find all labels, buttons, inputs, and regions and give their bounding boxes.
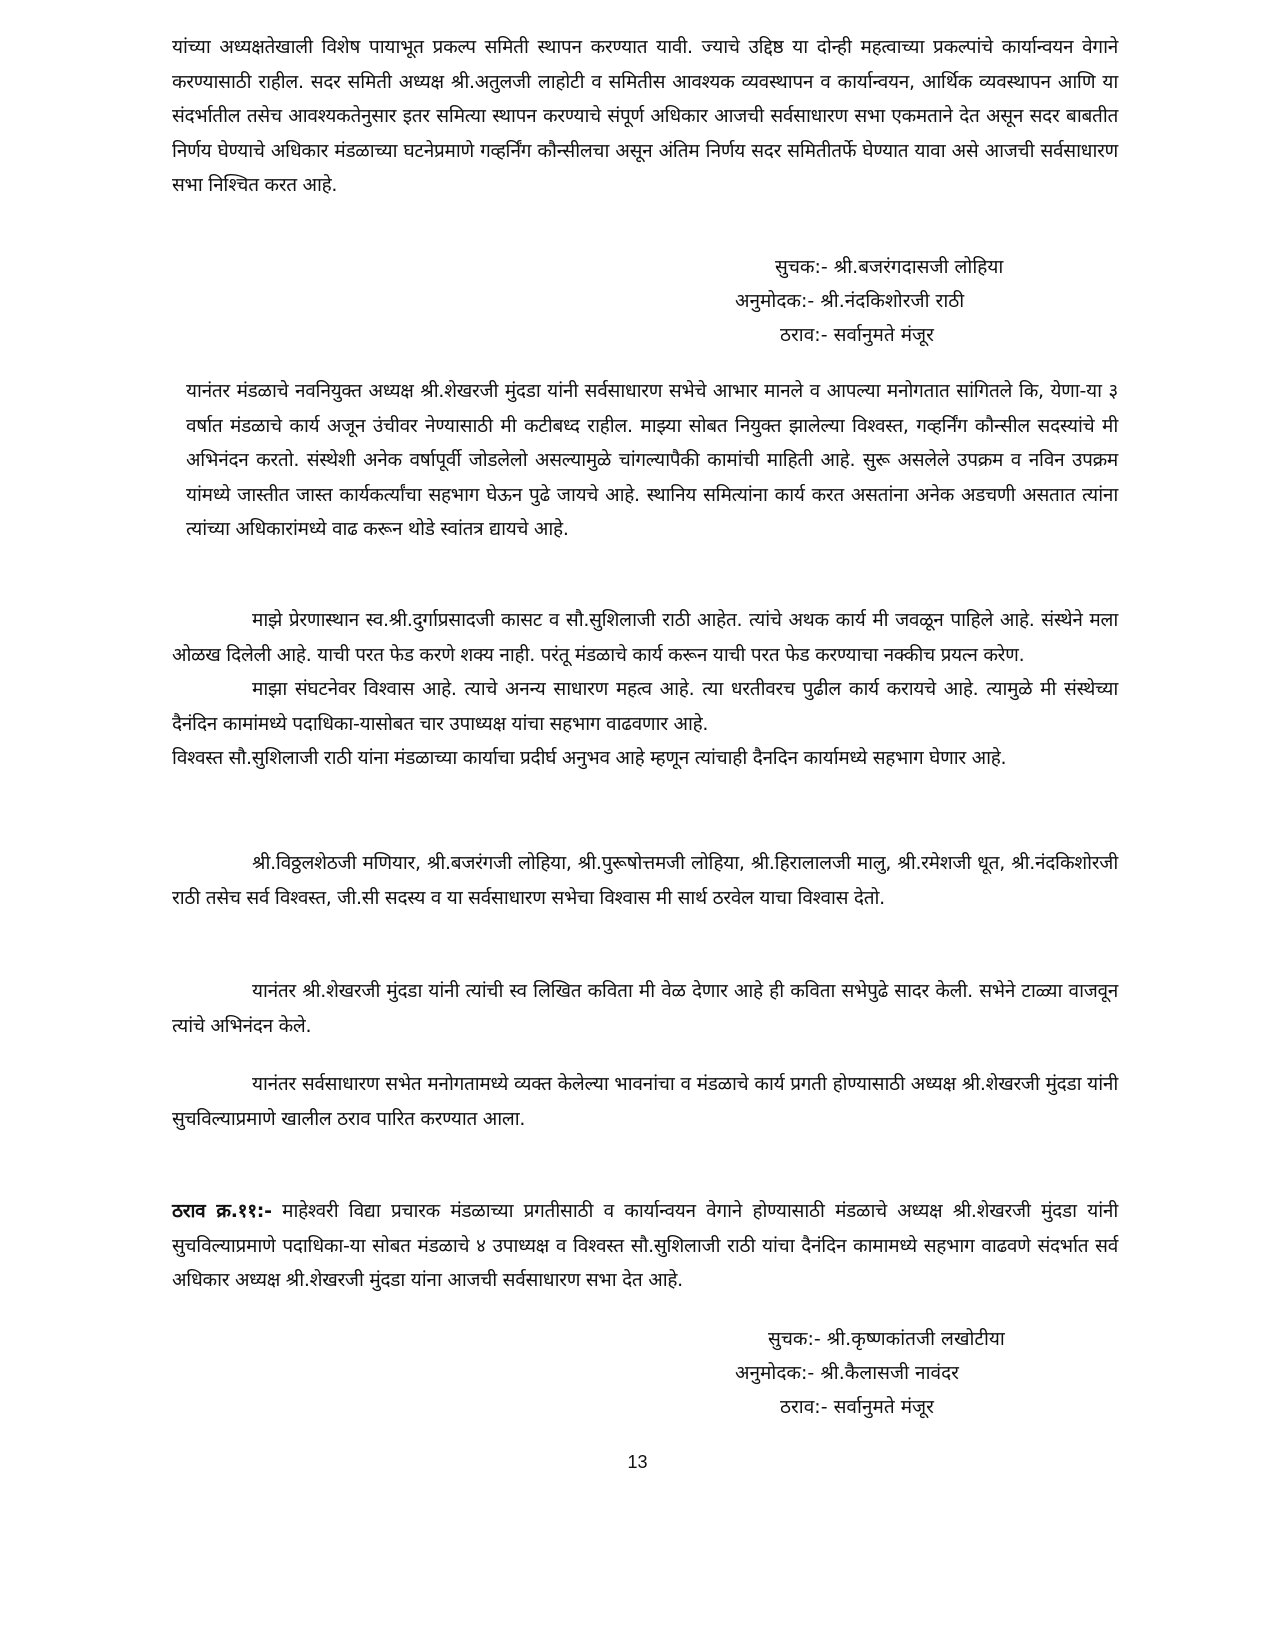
resolution-label: ठराव क्र.११:-: [172, 1200, 272, 1222]
paragraph-text: यानंतर सर्वसाधारण सभेत मनोगतामध्ये व्यक्त केलेल्या भावनांचा व मंडळाचे कार्य प्रगती होण्यासाठी अध्यक्ष श्री.शेखरजी मुंदडा यांनी सुचविल्याप्रमाणे खालील ठराव पारित करण्यात आला.: [172, 1073, 1118, 1130]
paragraph-text: यानंतर श्री.शेखरजी मुंदडा यांनी त्यांची स्व लिखित कविता मी वेळ देणार आहे ही कविता सभेपुढे सादर केली. सभेने टाळ्या वाजवून त्यांचे अभिनंदन केले.: [172, 980, 1118, 1037]
resolution-status: ठराव:- सर्वानुमते मंजूर: [780, 324, 934, 346]
paragraph-text: यांच्या अध्यक्षतेखाली विशेष पायाभूत प्रकल्प समिती स्थापन करण्यात यावी. ज्याचे उद्दिष्ठ या दोन्ही महत्वाच्या प्रकल्पांचे कार्यान्वयन वेगाने करण्यासाठी राहील. सदर समिती अध्यक्ष श्री.अतुलजी लाहोटी व समितीस आवश्यक व्यवस्थापन व कार्यान्वयन, आर्थिक व्यवस्थापन आणि या संदर्भातील तसेच आवश्यकतेनुसार इतर समित्या स्थापन करण्याचे संपूर्ण अधिकार आजची सर्वसाधारण सभा एकमताने देत असून सदर बाबतीत निर्णय घेण्याचे अधिकार मंडळाच्या घटनेप्रमाणे गव्हर्निंग कौन्सीलचा असून अंतिम निर्णय सदर समितीतर्फे घेण्यात यावा असे आजची सर्वसाधारण सभा निश्चित करत आहे.: [172, 36, 1118, 196]
paragraph-inspiration: [172, 603, 1118, 776]
proposer: सुचक:- श्री.बजरंगदासजी लोहिया: [775, 256, 1004, 278]
signature-block-1: [735, 250, 1003, 352]
paragraph-committee: [172, 30, 1118, 203]
paragraph-text: यानंतर मंडळाचे नवनियुक्त अध्यक्ष श्री.शेखरजी मुंदडा यांनी सर्वसाधारण सभेचे आभार मानले व आपल्या मनोगतात सांगितले कि, येणा-या ३ वर्षात मंडळाचे कार्य अजून उंचीवर नेण्यासाठी मी कटीबध्द राहील. माझ्या सोबत नियुक्त झालेल्या विश्वस्त, गव्हर्निंग कौन्सील सदस्यांचे मी अभिनंदन करतो. संस्थेशी अनेक वर्षापूर्वी जोडलेलो असल्यामुळे चांगल्यापैकी कामांची माहिती आहे. सुरू असलेले उपक्रम व नविन उपक्रम यांमध्ये जास्तीत जास्त कार्यकर्त्यांचा सहभाग घेऊन पुढे जायचे आहे. स्थानिय समित्यांना कार्य करत असतांना अनेक अडचणी असतात त्यांना त्यांच्या अधिकारांमध्ये वाढ करून थोडे स्वांतत्र द्यायचे आहे.: [186, 380, 1118, 540]
paragraph-president-speech: [186, 374, 1118, 547]
paragraph-resolution-11: [172, 1194, 1118, 1298]
paragraph-poem: [172, 974, 1118, 1043]
paragraph-text: माझे प्रेरणास्थान स्व.श्री.दुर्गाप्रसादजी कासट व सौ.सुशिलाजी राठी आहेत. त्यांचे अथक कार्य मी जवळून पाहिले आहे. संस्थेने मला ओळख दिलेली आहे. याची परत फेड करणे शक्य नाही. परंतू मंडळाचे कार्य करून याची परत फेड करण्याचा नक्कीच प्रयत्न करेण.: [172, 609, 1118, 666]
paragraph-text: श्री.विठ्ठलशेठजी मणियार, श्री.बजरंगजी लोहिया, श्री.पुरूषोत्तमजी लोहिया, श्री.हिरालालजी मालु, श्री.रमेशजी धूत, श्री.नंदकिशोरजी राठी तसेच सर्व विश्वस्त, जी.सी सदस्य व या सर्वसाधारण सभेचा विश्वास मी सार्थ ठरवेल याचा विश्वास देतो.: [172, 852, 1118, 909]
resolution-status: ठराव:- सर्वानुमते मंजूर: [780, 1396, 934, 1418]
page-number: 13: [627, 1452, 648, 1472]
paragraph-gratitude: [172, 846, 1118, 915]
proposer: सुचक:- श्री.कृष्णकांतजी लखोटीया: [768, 1328, 1005, 1350]
seconder: अनुमोदक:- श्री.कैलासजी नावंदर: [735, 1362, 959, 1384]
paragraph-text: माझा संघटनेवर विश्वास आहे. त्याचे अनन्य साधारण महत्व आहे. त्या धरतीवरच पुढील कार्य करायचे आहे. त्यामुळे मी संस्थेच्या दैनंदिन कामांमध्ये पदाधिका-यासोबत चार उपाध्यक्ष यांचा सहभाग वाढवणार आहे.: [172, 678, 1118, 735]
paragraph-resolution-intro: [172, 1067, 1118, 1136]
paragraph-text: विश्वस्त सौ.सुशिलाजी राठी यांना मंडळाच्या कार्याचा प्रदीर्घ अनुभव आहे म्हणून त्यांचाही दैनदिन कार्यामध्ये सहभाग घेणार आहे.: [172, 747, 1007, 769]
signature-block-2: [735, 1322, 1005, 1424]
seconder: अनुमोदक:- श्री.नंदकिशोरजी राठी: [735, 290, 965, 312]
paragraph-text: माहेश्वरी विद्या प्रचारक मंडळाच्या प्रगतीसाठी व कार्यान्वयन वेगाने होण्यासाठी मंडळाचे अध्यक्ष श्री.शेखरजी मुंदडा यांनी सुचविल्याप्रमाणे पदाधिका-या सोबत मंडळाचे ४ उपाध्यक्ष व विश्वस्त सौ.सुशिलाजी राठी यांचा दैनंदिन कामामध्ये सहभाग वाढवणे संदर्भात सर्व अधिकार अध्यक्ष श्री.शेखरजी मुंदडा यांना आजची सर्वसाधारण सभा देत आहे.: [172, 1200, 1118, 1291]
